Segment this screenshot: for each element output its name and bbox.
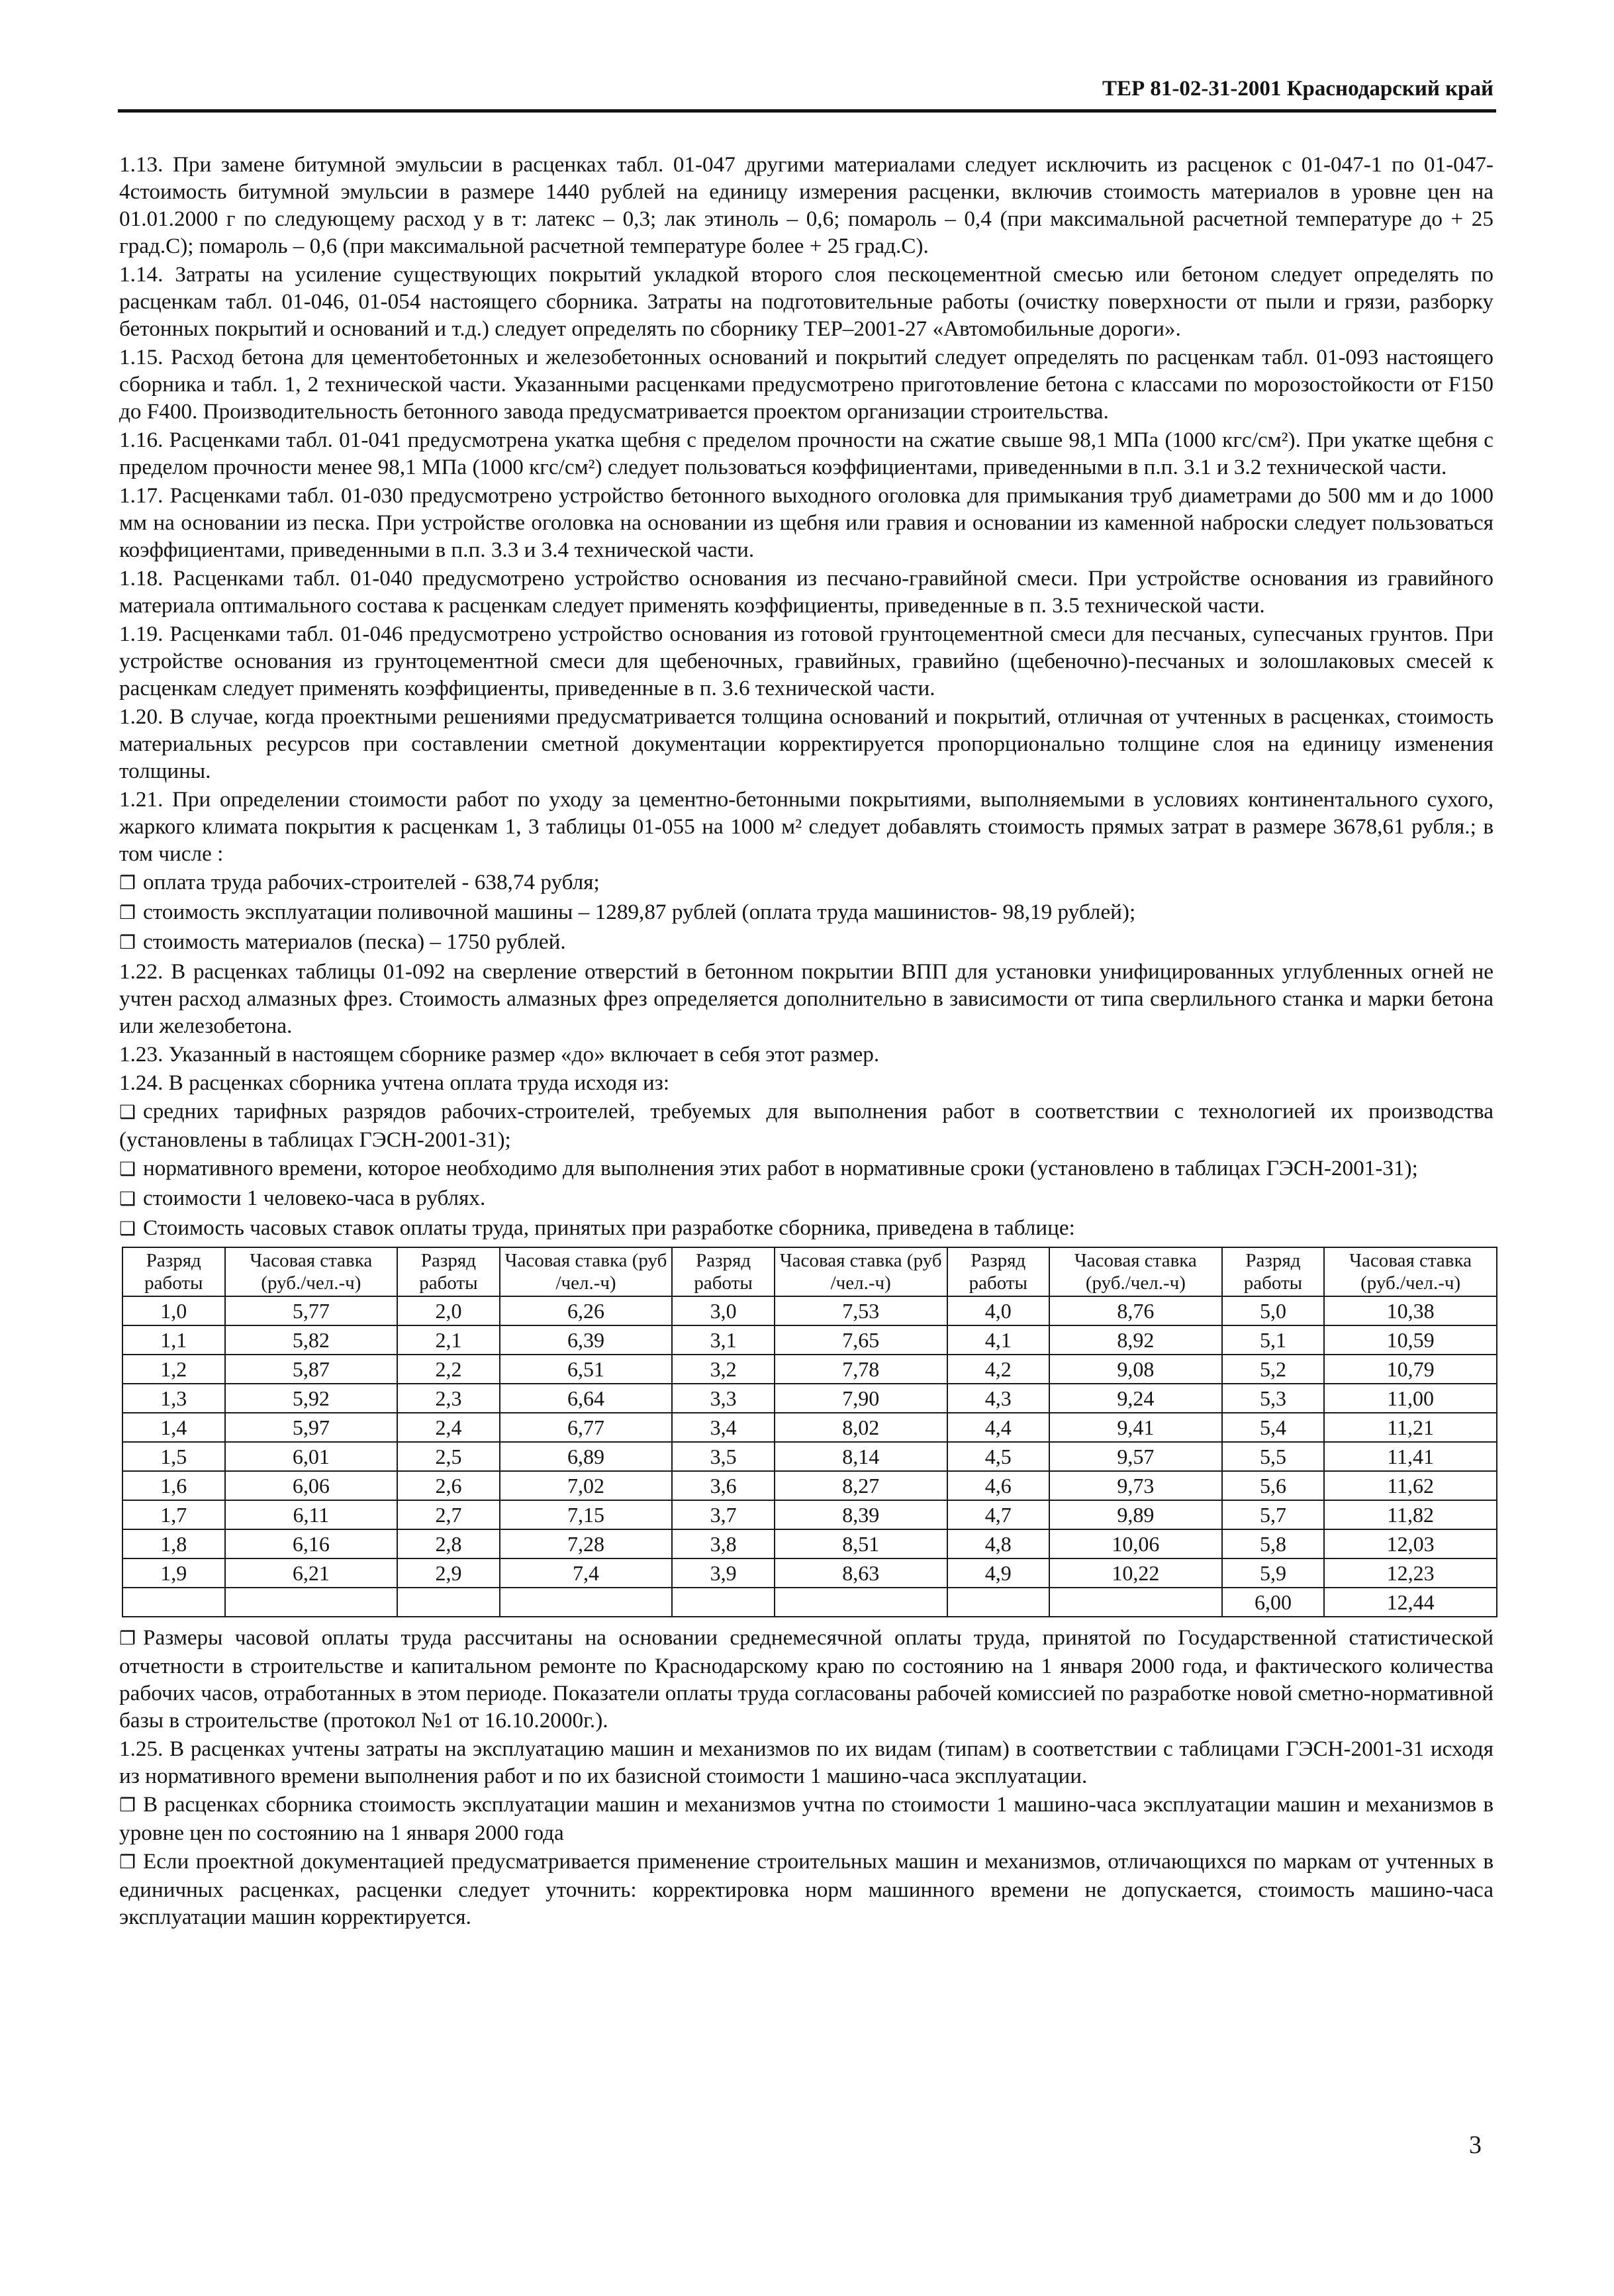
list-item — [119, 1791, 1494, 1846]
table-cell: 8,51 — [775, 1529, 947, 1558]
table-cell: 5,0 — [1222, 1296, 1325, 1325]
table-cell: 7,53 — [775, 1296, 947, 1325]
table-cell: 6,06 — [225, 1471, 398, 1500]
table-cell: 6,11 — [225, 1500, 398, 1529]
table-cell: 5,77 — [225, 1296, 398, 1325]
bullet-icon: ❑ — [119, 1102, 136, 1123]
table-cell: 2,8 — [397, 1529, 500, 1558]
table-row — [122, 1471, 1497, 1500]
column-header: Часовая ставка (руб /чел.-ч) — [500, 1247, 673, 1296]
table-cell: 4,8 — [947, 1529, 1050, 1558]
table-cell: 1,1 — [122, 1325, 225, 1355]
bullet-icon: ❒ — [119, 873, 136, 894]
table-cell: 10,79 — [1324, 1355, 1497, 1384]
list-item — [119, 928, 1494, 957]
table-cell: 1,7 — [122, 1500, 225, 1529]
table-cell: 5,2 — [1222, 1355, 1325, 1384]
list-item — [119, 1214, 1494, 1243]
table-cell: 1,9 — [122, 1558, 225, 1588]
table-cell: 3,4 — [672, 1413, 775, 1442]
table-cell: 5,6 — [1222, 1471, 1325, 1500]
table-cell: 1,5 — [122, 1442, 225, 1471]
table-cell: 6,89 — [500, 1442, 673, 1471]
table-cell: 3,7 — [672, 1500, 775, 1529]
table-row — [122, 1442, 1497, 1471]
table-cell: 12,44 — [1324, 1588, 1497, 1617]
table-header-row — [122, 1247, 1497, 1296]
table-cell: 6,01 — [225, 1442, 398, 1471]
table-cell: 2,9 — [397, 1558, 500, 1588]
table-cell: 7,90 — [775, 1384, 947, 1413]
table-cell: 11,41 — [1324, 1442, 1497, 1471]
table-cell: 4,1 — [947, 1325, 1050, 1355]
table-row — [122, 1296, 1497, 1325]
column-header: Разряд работы — [947, 1247, 1050, 1296]
table-cell: 8,39 — [775, 1500, 947, 1529]
table-cell: 3,8 — [672, 1529, 775, 1558]
table-row — [122, 1384, 1497, 1413]
table-cell: 7,65 — [775, 1325, 947, 1355]
bullet-icon: ❒ — [119, 1629, 136, 1649]
paragraph-1-25: 1.25. В расценках учтены затраты на эксплуатацию машин и механизмов по их видам (типам) в соответствии с таблицами ГЭСН-2001-31 исходя из нормативного времени выполнения работ и по их базисной стоимости 1 машино-часа эксплуатации. — [119, 1737, 1494, 1788]
document-header: ТЕР 81-02-31-2001 Краснодарский край — [1102, 77, 1494, 101]
paragraph-1-15: 1.15. Расход бетона для цементобетонных и железобетонных оснований и покрытий следует определять по расценкам табл. 01-093 настоящего сборника и табл. 1, 2 технической части. Указанными расценками предусмотрено приготовление бетона с классами по морозостойкости от F150 до F400. Производительность бетонного завода предусматривается проектом организации строительства. — [119, 345, 1494, 424]
table-cell: 5,8 — [1222, 1529, 1325, 1558]
table-cell: 2,4 — [397, 1413, 500, 1442]
table-cell: 11,82 — [1324, 1500, 1497, 1529]
document-body — [119, 151, 1494, 1932]
table-cell: 11,62 — [1324, 1471, 1497, 1500]
list-item-text: оплата труда рабочих-строителей - 638,74 рубля; — [143, 870, 600, 894]
table-cell: 1,2 — [122, 1355, 225, 1384]
table-cell: 1,6 — [122, 1471, 225, 1500]
table-cell: 3,1 — [672, 1325, 775, 1355]
table-cell: 9,73 — [1049, 1471, 1222, 1500]
table-cell: 5,1 — [1222, 1325, 1325, 1355]
table-cell — [775, 1588, 947, 1617]
column-header: Часовая ставка (руб./чел.-ч) — [1049, 1247, 1222, 1296]
paragraph-1-18: 1.18. Расценками табл. 01-040 предусмотрено устройство основания из песчано-гравийной смеси. При устройстве основания из гравийного материала оптимального состава к расценкам следует применять коэффициенты, приведенные в п. 3.5 технической части. — [119, 566, 1494, 618]
table-cell: 3,0 — [672, 1296, 775, 1325]
table-cell: 4,3 — [947, 1384, 1050, 1413]
table-cell: 3,6 — [672, 1471, 775, 1500]
column-header: Разряд работы — [397, 1247, 500, 1296]
list-item-text: нормативного времени, которое необходимо для выполнения этих работ в нормативные сроки (установлено в таблицах ГЭСН-2001-31); — [143, 1156, 1418, 1180]
table-cell: 1,8 — [122, 1529, 225, 1558]
table-cell — [500, 1588, 673, 1617]
table-cell: 2,2 — [397, 1355, 500, 1384]
table-cell: 6,00 — [1222, 1588, 1325, 1617]
table-cell: 2,5 — [397, 1442, 500, 1471]
list-item — [119, 869, 1494, 897]
table-cell: 3,9 — [672, 1558, 775, 1588]
bullet-icon: ❒ — [119, 1795, 136, 1816]
list-item-text: средних тарифных разрядов рабочих-строителей, требуемых для выполнения работ в соответствии с технологией их производства (установлены в таблицах ГЭСН-2001-31); — [119, 1099, 1494, 1152]
list-item-text: стоимость эксплуатации поливочной машины – 1289,87 рублей (оплата труда машинистов- 98,19 рублей); — [143, 900, 1136, 924]
paragraph-1-23: 1.23. Указанный в настоящем сборнике размер «до» включает в себя этот размер. — [119, 1042, 880, 1067]
table-row — [122, 1529, 1497, 1558]
bullet-icon: ❒ — [119, 903, 136, 924]
column-header: Разряд работы — [672, 1247, 775, 1296]
table-cell: 4,5 — [947, 1442, 1050, 1471]
table-cell: 2,6 — [397, 1471, 500, 1500]
table-cell: 7,15 — [500, 1500, 673, 1529]
column-header: Часовая ставка (руб./чел.-ч) — [225, 1247, 398, 1296]
table-cell: 7,4 — [500, 1558, 673, 1588]
table-cell: 5,5 — [1222, 1442, 1325, 1471]
table-body — [122, 1296, 1497, 1617]
table-cell: 10,22 — [1049, 1558, 1222, 1588]
bullet-icon: ❒ — [119, 1852, 136, 1873]
table-row — [122, 1413, 1497, 1442]
table-cell: 10,38 — [1324, 1296, 1497, 1325]
paragraph-1-17: 1.17. Расценками табл. 01-030 предусмотрено устройство бетонного выходного оголовка для примыкания труб диаметрами до 500 мм и до 1000 мм на основании из песка. При устройстве оголовка на основании из щебня или гравия и основании из каменной наброски следует пользоваться коэффициентами, приведенными в п.п. 3.3 и 3.4 технической части. — [119, 483, 1494, 562]
table-cell: 3,3 — [672, 1384, 775, 1413]
paragraph-1-16: 1.16. Расценками табл. 01-041 предусмотрена укатка щебня с пределом прочности на сжатие свыше 98,1 МПа (1000 кгс/см²). При укатке щебня с пределом прочности менее 98,1 МПа (1000 кгс/см²) следует пользоваться коэффициентами, приведенными в п.п. 3.1 и 3.2 технической части. — [119, 428, 1494, 479]
list-item — [119, 1098, 1494, 1153]
table-cell: 6,26 — [500, 1296, 673, 1325]
table-cell — [397, 1588, 500, 1617]
table-cell: 9,89 — [1049, 1500, 1222, 1529]
table-row — [122, 1588, 1497, 1617]
table-cell: 8,14 — [775, 1442, 947, 1471]
list-item-text: стоимости 1 человеко-часа в рублях. — [143, 1186, 486, 1210]
table-cell: 5,3 — [1222, 1384, 1325, 1413]
table-row — [122, 1558, 1497, 1588]
column-header: Часовая ставка (руб./чел.-ч) — [1324, 1247, 1497, 1296]
table-cell: 10,59 — [1324, 1325, 1497, 1355]
table-cell: 5,9 — [1222, 1558, 1325, 1588]
table-cell: 3,5 — [672, 1442, 775, 1471]
table-cell: 8,27 — [775, 1471, 947, 1500]
table-cell: 5,97 — [225, 1413, 398, 1442]
paragraph-1-19: 1.19. Расценками табл. 01-046 предусмотрено устройство основания из готовой грунтоцементной смеси для песчаных, супесчаных грунтов. При устройстве основания из грунтоцементной смеси для щебеночных, гравийных, гравийно (щебеночно)-песчаных и золошлаковых смесей к расценкам следует применять коэффициенты, приведенные в п. 3.6 технической части. — [119, 622, 1494, 700]
table-cell: 11,00 — [1324, 1384, 1497, 1413]
table-cell — [1049, 1588, 1222, 1617]
list-item — [119, 1184, 1494, 1213]
paragraph-1-14: 1.14. Затраты на усиление существующих покрытий укладкой второго слоя пескоцементной смесью или бетоном следует определять по расценкам табл. 01-046, 01-054 настоящего сборника. Затраты на подготовительные работы (очистку поверхности от пыли и грязи, разборку бетонных покрытий и оснований и т.д.) следует определять по сборнику ТЕР–2001-27 «Автомобильные дороги». — [119, 262, 1494, 341]
table-cell: 4,2 — [947, 1355, 1050, 1384]
table-cell: 1,3 — [122, 1384, 225, 1413]
column-header: Разряд работы — [122, 1247, 225, 1296]
table-cell: 9,08 — [1049, 1355, 1222, 1384]
table-cell: 6,21 — [225, 1558, 398, 1588]
list-item — [119, 1848, 1494, 1931]
column-header: Разряд работы — [1222, 1247, 1325, 1296]
list-item — [119, 1155, 1494, 1183]
table-cell: 4,0 — [947, 1296, 1050, 1325]
table-cell: 2,1 — [397, 1325, 500, 1355]
table-cell — [225, 1588, 398, 1617]
table-cell: 9,57 — [1049, 1442, 1222, 1471]
table-cell: 5,82 — [225, 1325, 398, 1355]
table-cell: 4,4 — [947, 1413, 1050, 1442]
bullet-icon: ❑ — [119, 1219, 136, 1239]
bullet-icon: ❑ — [119, 1189, 136, 1210]
column-header: Часовая ставка (руб /чел.-ч) — [775, 1247, 947, 1296]
list-item-text: стоимость материалов (песка) – 1750 рублей. — [143, 930, 566, 954]
header-rule — [118, 109, 1496, 113]
paragraph-1-21: 1.21. При определении стоимости работ по уходу за цементно-бетонными покрытиями, выполняемыми в условиях континентального сухого, жаркого климата покрытия к расценкам 1, 3 таблицы 01-055 на 1000 м² следует добавлять стоимость прямых затрат в размере 3678,61 рубля.; в том числе : — [119, 787, 1494, 866]
table-cell: 5,7 — [1222, 1500, 1325, 1529]
table-cell: 11,21 — [1324, 1413, 1497, 1442]
table-cell: 4,9 — [947, 1558, 1050, 1588]
paragraph-1-20: 1.20. В случае, когда проектными решениями предусматривается толщина оснований и покрытий, отличная от учтенных в расценках, стоимость материальных ресурсов при составлении сметной документации корректируется пропорционально толщине слоя на единицу изменения толщины. — [119, 704, 1494, 783]
table-cell: 7,78 — [775, 1355, 947, 1384]
table-cell: 2,7 — [397, 1500, 500, 1529]
list-item — [119, 1624, 1494, 1734]
table-cell: 7,28 — [500, 1529, 673, 1558]
table-cell: 6,51 — [500, 1355, 673, 1384]
table-cell: 8,76 — [1049, 1296, 1222, 1325]
paragraph-1-22: 1.22. В расценках таблицы 01-092 на сверление отверстий в бетонном покрытии ВПП для установки унифицированных углубленных огней не учтен расход алмазных фрез. Стоимость алмазных фрез определяется дополнительно в зависимости от типа сверлильного станка и марки бетона или железобетона. — [119, 959, 1494, 1038]
paragraph-1-13: 1.13. При замене битумной эмульсии в расценках табл. 01-047 другими материалами следует исключить из расценок с 01-047-1 по 01-047-4стоимость битумной эмульсии в размере 1440 рублей на единицу измерения расценки, включив стоимость материалов в уровне цен на 01.01.2000 г по следующему расход у в т: латекс – 0,3; лак этиноль – 0,6; помароль – 0,4 (при максимальной расчетной температуре до + 25 град.С); помароль – 0,6 (при максимальной расчетной температуре более + 25 град.С). — [119, 152, 1494, 258]
table-cell: 12,23 — [1324, 1558, 1497, 1588]
bullet-icon: ❑ — [119, 1159, 136, 1180]
table-cell: 10,06 — [1049, 1529, 1222, 1558]
table-cell: 7,02 — [500, 1471, 673, 1500]
table-row — [122, 1500, 1497, 1529]
list-item-text: Размеры часовой оплаты труда рассчитаны на основании среднемесячной оплаты труда, принятой по Государственной статистической отчетности в строительстве и капитальном ремонте по Краснодарскому краю по состоянию на 1 января 2000 года, и фактического количества рабочих часов, отработанных в этом периоде. Показатели оплаты труда согласованы рабочей комиссией по разработке новой сметно-нормативной базы в строительстве (протокол №1 от 16.10.2000г.). — [119, 1625, 1494, 1733]
hourly-rates-table — [122, 1247, 1497, 1617]
table-cell: 5,92 — [225, 1384, 398, 1413]
table-cell: 4,7 — [947, 1500, 1050, 1529]
table-cell — [122, 1588, 225, 1617]
list-item-text: Если проектной документацией предусматривается применение строительных машин и механизмов, отличающихся по маркам от учтенных в единичных расценках, расценки следует уточнить: корректировка норм машинного времени не допускается, стоимость машино-часа эксплуатации машин корректируется. — [119, 1849, 1494, 1929]
table-cell: 6,39 — [500, 1325, 673, 1355]
table-cell — [947, 1588, 1050, 1617]
table-cell: 1,4 — [122, 1413, 225, 1442]
page-number: 3 — [1469, 2131, 1482, 2159]
table-row — [122, 1355, 1497, 1384]
table-cell: 5,87 — [225, 1355, 398, 1384]
table-cell: 8,63 — [775, 1558, 947, 1588]
bullet-icon: ❒ — [119, 933, 136, 953]
table-cell: 9,24 — [1049, 1384, 1222, 1413]
table-cell — [672, 1588, 775, 1617]
table-cell: 4,6 — [947, 1471, 1050, 1500]
table-cell: 2,3 — [397, 1384, 500, 1413]
table-row — [122, 1325, 1497, 1355]
table-cell: 9,41 — [1049, 1413, 1222, 1442]
table-cell: 8,92 — [1049, 1325, 1222, 1355]
list-item-text: Стоимость часовых ставок оплаты труда, принятых при разработке сборника, приведена в таблице: — [143, 1216, 1075, 1240]
list-item-text: В расценках сборника стоимость эксплуатации машин и механизмов учтна по стоимости 1 машино-часа эксплуатации машин и механизмов в уровне цен по состоянию на 1 января 2000 года — [119, 1792, 1494, 1845]
list-item — [119, 898, 1494, 927]
table-cell: 1,0 — [122, 1296, 225, 1325]
table-cell: 6,64 — [500, 1384, 673, 1413]
table-cell: 5,4 — [1222, 1413, 1325, 1442]
table-cell: 6,16 — [225, 1529, 398, 1558]
table-cell: 3,2 — [672, 1355, 775, 1384]
paragraph-1-24: 1.24. В расценках сборника учтена оплата труда исходя из: — [119, 1071, 670, 1095]
table-cell: 12,03 — [1324, 1529, 1497, 1558]
table-cell: 8,02 — [775, 1413, 947, 1442]
table-cell: 2,0 — [397, 1296, 500, 1325]
table-cell: 6,77 — [500, 1413, 673, 1442]
